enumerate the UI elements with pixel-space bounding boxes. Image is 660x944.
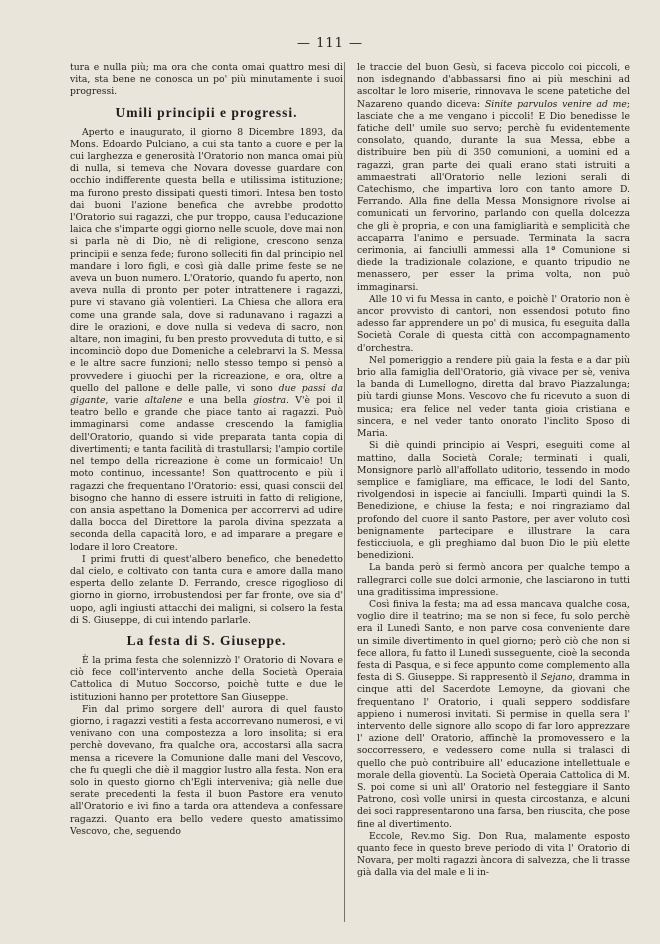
italic-run: giostra <box>253 395 287 407</box>
italic-run: due passi da gigante <box>70 382 343 407</box>
paragraph: Nel pomeriggio a rendere più gaia la festa e a dar più brio alla famiglia dell'Oratorio, già vivace per sè, veniva la banda di Lumellogno, diretta dal bravo Piazzalunga; più tardi giunse Mons. Vescovo che fu ricevuto a suon di musica; era felice nel veder tanta gioia cristiana e sincera, e nel veder tanto onorato l'inclito Sposo di Maria. <box>357 354 630 440</box>
paragraph: I primi frutti di quest'albero benefico, che benedetto dal cielo, e coltivato con tanta cura e amore dalla mano esperta dello zelante D. Ferrando, cresce rigoglioso di giorno in giorno, irrobustendosi per far fronte, ove sia d' uopo, agli ingiusti attacchi dei maligni, si colsero la festa di S. Giuseppe, di cui intendo parlarle. <box>70 553 343 626</box>
text-run: e una bella <box>188 395 247 407</box>
paragraph: La banda però si fermò ancora per qualche tempo a rallegrarci colle sue dolci armonie, che lasciarono in tutti una graditissima impressione. <box>357 562 630 598</box>
text-run: ; lasciate che a me vengano i piccoli! E Dio benedisse le fatiche dell' umile suo servo; perchè fu evidentemente consolato, quando, durante la sua Messa, ebbe a distribuire ben più di 350 comunioni, a uomini ed a ragazzi, gran parte dei quali erano stati istruiti a ammaestrati all'Oratorio nelle lezioni serali di Catechismo, che impartiva loro con tanto amore D. Ferrando. Alla fine della Messa Monsignore rivolse ai comunicati un fervorino, parlando con quella dolcezza che gli è propria, e con una famigliarità e semplicità che accaparra l'animo e persuade. Terminata la sacra cerimonia, ai fanciulli ammessi alla 1ª Comunione si diede la tradizionale colazione, e quanto tripudio ne menassero, per esser la prima volta, non può immaginarsi. <box>357 98 630 293</box>
paragraph: È la prima festa che solennizzò l' Oratorio di Novara e ciò fece coll'intervento anche della Società Operaia Cattolica di Mutuo Soccorso, poichè tutte e due le istituzioni hanno per protettore San Giuseppe. <box>70 654 343 703</box>
paragraph: Fin dal primo sorgere dell' aurora di quel fausto giorno, i ragazzi vestiti a festa accorrevano numerosi, e vi venivano con una compostezza a loro insolita; si era perchè dovevano, fra qualche ora, accostarsi alla sacra mensa a ricevere la Comunione dalle mani del Vescovo, che fu quegli che diè il maggior lustro alla festa. Non era solo in questo giorno ch'Egli interveniva; già nelle due serate precedenti la festa il buon Pastore era venuto all'Oratorio e ivi fino a tarda ora attendeva a confessare ragazzi. Quanto era bello vedere questo amatissimo Vescovo, che, seguendo <box>70 703 343 837</box>
paragraph <box>357 599 630 831</box>
text-run: , dramma in cinque atti del Sacerdote Lemoyne, da giovani che frequentano l' Oratorio, i quali seppero soddisfare appieno i numerosi invitati. Si permise in quella sera l' intervento delle signore allo scopo di far loro apprezzare l' azione dell' Oratorio, affinchè la promovessero e la soccorressero, e vedessero come nulla si tralasci di quello che può contribuire all' educazione intellettuale e morale della gioventù. La Società Operaia Cattolica di M. S. poi come si unì all' Oratorio nel festeggiare il Santo Patrono, così volle unirsi in questa circostanza, e alcuni dei soci rappresentarono una farsa, ben riuscita, che pose fine al divertimento. <box>357 672 630 830</box>
paragraph: Eccole, Rev.mo Sig. Don Rua, malamente esposto quanto fece in questo breve periodo di vita l' Oratorio di Novara, per molti ragazzi àncora di salvezza, che li trasse già dalla via del male e li in- <box>357 830 630 879</box>
paragraph: Alle 10 vi fu Messa in canto, e poichè l' Oratorio non è ancor provvisto di cantori, non essendosi potuto fino adesso far apprendere un po' di musica, fu eseguita dalla Società Corale di questa città con accompagnamento d'orchestra. <box>357 293 630 354</box>
paragraph <box>357 62 630 294</box>
paragraph <box>70 127 343 554</box>
text-run: , varie <box>105 395 139 407</box>
text-columns <box>70 62 630 926</box>
page-number: — 111 — <box>296 36 364 51</box>
italic-run: Sejano <box>540 672 573 684</box>
paragraph: tura e nulla più; ma ora che conta omai quattro mesi di vita, sta bene ne conosca un po' più minutamente i suoi progressi. <box>70 62 343 98</box>
paragraph: Si diè quindi principio ai Vespri, eseguiti come al mattino, dalla Società Corale; terminati i quali, Monsignore parlò all'affollato uditorio, tessendo in modo semplice e famigliare, ma efficace, le lodi del Santo, rivolgendosi in ispecie ai fanciulli. Impartì quindi la S. Benedizione, e chiuse la festa; e noi ringraziamo dal profondo del cuore il santo Pastore, per aver voluto così benignamente partecipare e illustrare la cara festicciuola, e gli preghiamo dal buon Dio le più elette benedizioni. <box>357 440 630 562</box>
text-run: . V'è poi il teatro bello e grande che piace tanto ai ragazzi. Può immaginarsi come andasse crescendo la famiglia dell'Oratorio, quando si vide preparata tanta copia di divertimenti; e tanta facilità di trastullarsi; l'ampio cortile nel tempo della ricreazione è come un formicaio! Un moto continuo, incessante! Son quattrocento e più i ragazzi che frequentano l'Oratorio: essi, quasi conscii del bisogno che hanno di essere istruiti in fatto di religione, con ansia aspettano la Domenica per accorrervi ad udire dalla bocca del Direttore la parola divina spezzata a seconda della capacità loro, e ad imparare a pregare e lodare il loro Creatore. <box>70 395 343 553</box>
text-run: Aperto e inaugurato, il giorno 8 Dicembre 1893, da Mons. Edoardo Pulciano, a cui sta tanto a cuore e per la cui larghezza e generosità l'Oratorio non manca omai più di nulla, si temeva che Novara dovesse guardare con occhio indifferente questa bella e utilissima istituzione; ma furono presto dissipati questi timori. Intesa ben tosto dai buoni l'azione benefica che avrebbe prodotto l'Oratorio sui ragazzi, che pur troppo, causa l'educazione laica che s'imparte oggi giorno nelle scuole, dove mai non si parla nè di Dio, nè di religione, crescono senza principii e senza fede; furono solleciti fin dal principio nel mandare i loro figli, e così già dalle prime feste se ne aveva un buon numero. L'Oratorio, quando fu aperto, non aveva nulla di pronto per poter intrattenere i ragazzi, pure vi stavano già volentieri. La Chiesa che allora era come una grande sala, dove si radunavano i ragazzi a dire le orazioni, e dove nulla si vedeva di sacro, non altare, non imagini, fu ben presto provveduta di tutto, e si incominciò dopo due Domeniche a celebrarvi la S. Messa e le altre sacre funzioni; nello stesso tempo si pensò a provvedere i giuochi per la ricreazione, e ora, oltre a quello del pallone e delle palle, vi sono <box>70 126 343 394</box>
right-column <box>357 62 630 926</box>
italic-run: altalene <box>144 395 183 407</box>
section-heading: Umili principii e progressi. <box>115 104 298 120</box>
left-column <box>70 62 343 926</box>
text-run: Così finiva la festa; ma ad essa mancava qualche cosa, voglio dire il teatrino; ma se non si fece, fu solo perchè era il Lunedì Santo, e non parve cosa conveniente dare un simile divertimento in quel giorno; però ciò che non si fece allora, fu fatto il Lunedì susseguente, cioè la seconda festa di Pasqua, e si fece appunto come complemento alla festa di S. Giuseppe. Si rappresentò il <box>357 598 630 684</box>
section-heading: La festa di S. Giuseppe. <box>126 632 287 648</box>
italic-run: Sinite parvulos venire ad me <box>484 98 627 110</box>
text-run: le traccie del buon Gesù, si faceva piccolo coi piccoli, e non isdegnando d'abbassarsi fino ai più meschini ad ascoltar le loro miserie, rinnovava le scene patetiche del Nazareno quando diceva: <box>357 62 630 110</box>
